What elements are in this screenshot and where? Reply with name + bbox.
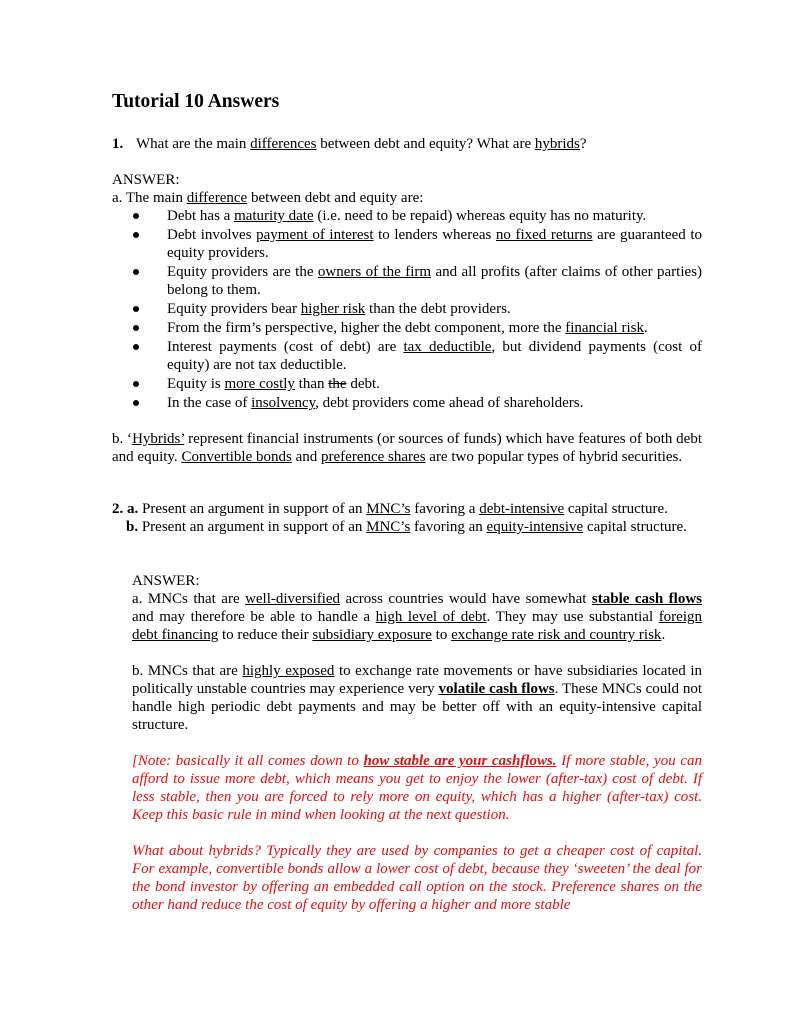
hybrids-note-paragraph: What about hybrids? Typically they are used by companies to get a cheaper cost of capital. For example, convertible bonds allow a lower cost of debt, because they ‘sweeten’ the deal for the bond investor by offering an embedded call option on the stock. Preference shares on the other hand reduce the cost of equity by offering a higher and more stable xyxy=(132,843,702,913)
text: than the debt providers. xyxy=(365,301,511,317)
underlined-term: insolvency xyxy=(251,395,316,411)
text: capital structure. xyxy=(583,519,687,535)
text: . xyxy=(643,320,648,336)
underlined-term: preference shares xyxy=(321,449,426,465)
text: to exchange rate movements or have subsidiaries located in politically unstable countries may experience very xyxy=(132,663,702,697)
underlined-term: exchange rate risk and country risk xyxy=(451,627,662,643)
underlined-term: tax deductible xyxy=(403,339,492,355)
bullet-icon xyxy=(133,344,139,350)
text: . They may use substantial xyxy=(486,609,659,625)
text: b. ‘ xyxy=(112,431,133,447)
text: Present an argument in support of an xyxy=(138,519,367,535)
text: ? xyxy=(579,136,587,152)
underlined-term: difference xyxy=(186,190,248,206)
note-paragraph xyxy=(132,752,702,824)
question-2a xyxy=(112,500,702,518)
text: Interest payments (cost of debt) are xyxy=(167,339,404,355)
underlined-term: debt-intensive xyxy=(479,501,565,517)
question-1 xyxy=(112,135,702,153)
answer-2a xyxy=(132,590,702,644)
text: across countries would have somewhat xyxy=(340,591,592,607)
underlined-term: well-diversified xyxy=(245,591,341,607)
underlined-term: Hybrids’ xyxy=(132,431,185,447)
bullet-icon xyxy=(133,269,139,275)
underlined-term: subsidiary exposure xyxy=(312,627,432,643)
answer-2b xyxy=(132,662,702,734)
bold-underlined-term: stable cash flows xyxy=(591,591,702,607)
text: represent financial instruments (or sources of funds) which have features of both debt and equity. xyxy=(112,431,702,465)
underlined-term: differences xyxy=(250,136,317,152)
text: If more stable, you can afford to issue more debt, which means you get to enjoy the lower (after-tax) cost of debt. If less stable, then you are forced to rely more on equity, which has a higher (after-tax) cost. Keep this basic rule in mind when looking at the next question. xyxy=(132,753,702,823)
text: Equity providers are the xyxy=(167,264,318,280)
text: . These MNCs could not handle high periodic debt payments and may be better off with an equity-intensive capital structure. xyxy=(132,681,702,733)
question-number: 1. xyxy=(112,136,124,152)
text: and all profits (after claims of other parties) belong to them. xyxy=(167,264,702,298)
answer-intro xyxy=(112,189,702,207)
bold-underlined-term: how stable are your cashflows. xyxy=(363,753,557,769)
underlined-term: MNC’s xyxy=(366,519,411,535)
text: favoring an xyxy=(410,519,487,535)
bullet-icon xyxy=(133,232,139,238)
underlined-term: equity-intensive xyxy=(486,519,584,535)
underlined-term: no fixed returns xyxy=(495,227,593,243)
underlined-term: more costly xyxy=(224,376,295,392)
text: In the case of xyxy=(167,395,252,411)
text: Present an argument in support of an xyxy=(138,501,367,517)
text: b. MNCs that are xyxy=(132,663,243,679)
text: debt. xyxy=(346,376,380,392)
list-item xyxy=(112,226,702,262)
underlined-term: payment of interest xyxy=(256,227,374,243)
underlined-term: high level of debt xyxy=(375,609,487,625)
hybrids-paragraph xyxy=(112,430,702,466)
list-item xyxy=(112,338,702,374)
text: (i.e. need to be repaid) whereas equity has no maturity. xyxy=(313,208,647,224)
underlined-term: maturity date xyxy=(234,208,314,224)
text: and may therefore be able to handle a xyxy=(132,609,376,625)
text: than xyxy=(294,376,329,392)
text: are guaranteed to equity providers. xyxy=(167,227,702,261)
text: to xyxy=(431,627,452,643)
list-item xyxy=(112,375,702,393)
page-title: Tutorial 10 Answers xyxy=(112,91,280,112)
list-item xyxy=(112,207,702,225)
text: Equity providers bear xyxy=(167,301,301,317)
bullet-icon xyxy=(133,213,139,219)
text: , but dividend payments (cost of equity) are not tax deductible. xyxy=(167,339,702,373)
text: Debt has a xyxy=(167,208,235,224)
bullet-icon xyxy=(133,381,139,387)
underlined-term: owners of the firm xyxy=(317,264,432,280)
text: Equity is xyxy=(167,376,225,392)
bold-underlined-term: volatile cash flows xyxy=(438,681,555,697)
bullet-icon xyxy=(133,306,139,312)
text: [Note: basically it all comes down to xyxy=(132,753,364,769)
list-item xyxy=(112,300,702,318)
underlined-term: foreign debt financing xyxy=(132,609,703,643)
text: to lenders whereas xyxy=(373,227,496,243)
text: a. MNCs that are xyxy=(132,591,246,607)
list-item xyxy=(112,319,702,337)
underlined-term: Convertible bonds xyxy=(181,449,292,465)
text: between debt and equity? What are xyxy=(316,136,535,152)
answer-1 xyxy=(112,171,702,413)
list-item xyxy=(112,263,702,299)
underlined-term: hybrids xyxy=(534,136,580,152)
answer-label: ANSWER: xyxy=(112,172,180,188)
text: to reduce their xyxy=(218,627,313,643)
text: From the firm’s perspective, higher the debt component, more the xyxy=(167,320,566,336)
text: a. The main xyxy=(112,190,187,206)
question-number: 2. a. xyxy=(112,501,139,517)
answer-2 xyxy=(132,572,702,932)
text: between debt and equity are: xyxy=(247,190,424,206)
struck-word: the xyxy=(328,376,347,392)
differences-list xyxy=(112,207,702,412)
bullet-icon xyxy=(133,400,139,406)
underlined-term: higher risk xyxy=(300,301,366,317)
list-item xyxy=(112,394,702,412)
text: favoring a xyxy=(410,501,480,517)
text: are two popular types of hybrid securities. xyxy=(425,449,683,465)
text: and xyxy=(291,449,322,465)
underlined-term: highly exposed xyxy=(242,663,335,679)
text: capital structure. xyxy=(564,501,668,517)
text: What are the main xyxy=(136,136,251,152)
underlined-term: financial risk xyxy=(565,320,644,336)
text: Debt involves xyxy=(167,227,257,243)
answer-label: ANSWER: xyxy=(132,573,200,589)
question-2b xyxy=(126,518,702,536)
text: . xyxy=(661,627,666,643)
underlined-term: MNC’s xyxy=(366,501,411,517)
question-number: b. xyxy=(126,519,139,535)
text: , debt providers come ahead of shareholders. xyxy=(315,395,584,411)
bullet-icon xyxy=(133,325,139,331)
